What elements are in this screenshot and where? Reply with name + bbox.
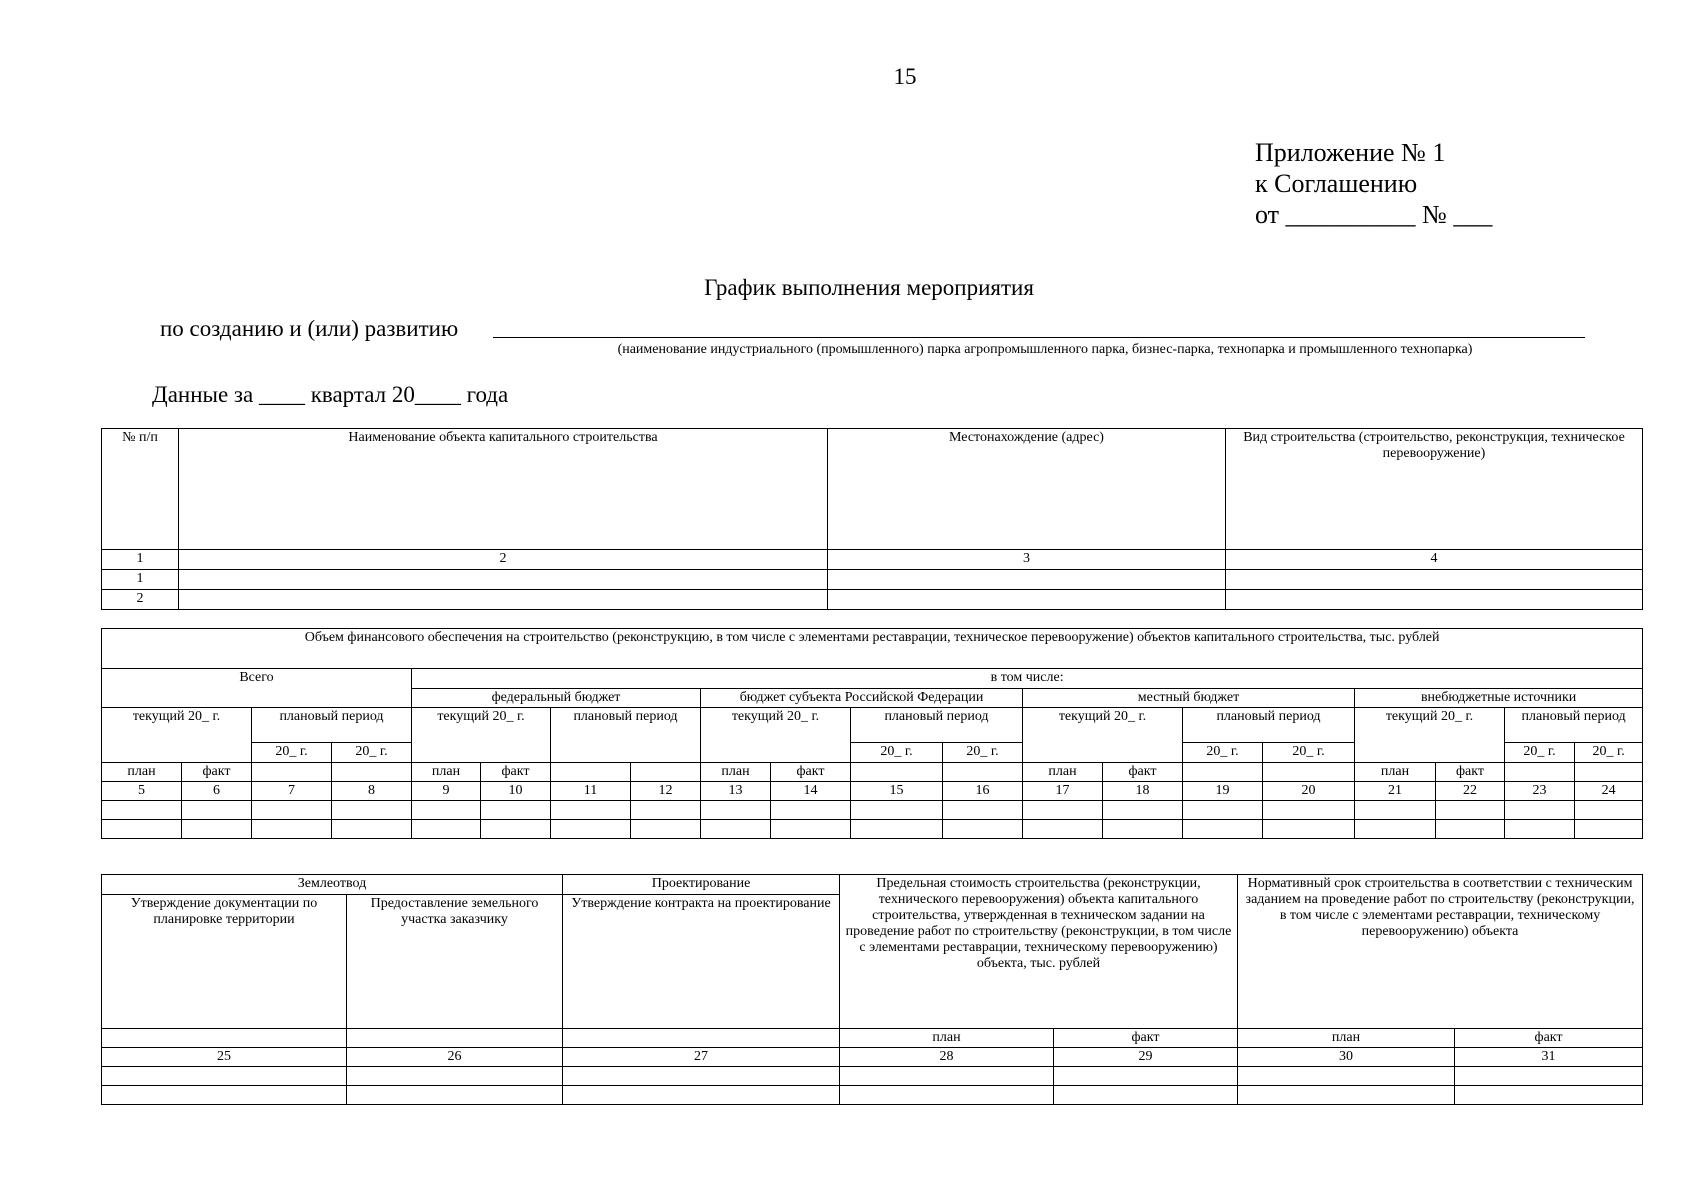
table-cell[interactable] <box>1355 820 1436 839</box>
design-header: Проектирование <box>563 875 840 895</box>
plan-header: план <box>412 763 481 782</box>
fact-header: факт <box>182 763 252 782</box>
schedule-title: График выполнения мероприятия <box>704 275 1034 300</box>
table-cell[interactable] <box>563 1086 840 1105</box>
table-cell[interactable] <box>1263 801 1355 820</box>
column-number: 3 <box>828 550 1226 570</box>
column-number: 6 <box>182 782 252 801</box>
federal-budget-header: федеральный бюджет <box>412 689 701 708</box>
table-cell[interactable] <box>102 820 182 839</box>
appendix-date-number: от __________ № ___ <box>1255 200 1493 229</box>
header-construction-type: Вид строительства (строительство, реконструкция, техническое перевооружение) <box>1226 429 1643 550</box>
fact-header: факт <box>1054 1029 1238 1048</box>
table-row <box>102 801 1643 820</box>
fact-header: факт <box>1103 763 1183 782</box>
blank-header <box>851 763 943 782</box>
column-number: 25 <box>102 1048 347 1067</box>
table-row <box>102 1067 1643 1086</box>
table-cell[interactable] <box>1226 590 1643 610</box>
subject-prefix: по созданию и (или) развитию <box>160 316 459 341</box>
table-cell[interactable] <box>771 801 851 820</box>
local-budget-header: местный бюджет <box>1023 689 1355 708</box>
doc-approval-header: Утверждение документации по планировке территории <box>102 895 347 1029</box>
blank-header <box>631 763 701 782</box>
plan-header: план <box>840 1029 1054 1048</box>
blank-header <box>347 1029 563 1048</box>
header-number: № п/п <box>102 429 179 550</box>
blank-header <box>102 1029 347 1048</box>
planned-period-header: плановый период <box>252 708 412 743</box>
header-object-name: Наименование объекта капитального строительства <box>179 429 828 550</box>
current-year-header: текущий 20_ г. <box>1023 708 1183 763</box>
table-cell[interactable] <box>631 820 701 839</box>
land-allotment-header: Землеотвод <box>102 875 563 895</box>
column-number: 26 <box>347 1048 563 1067</box>
objects-table <box>101 428 1643 610</box>
finance-plan-fact-row <box>102 763 1643 782</box>
land-column-numbers <box>102 1048 1643 1067</box>
planned-period-header: плановый период <box>551 708 701 763</box>
page-number: 15 <box>893 64 917 89</box>
column-number: 29 <box>1054 1048 1238 1067</box>
planned-period-header: плановый период <box>1505 708 1643 743</box>
finance-column-numbers <box>102 782 1643 801</box>
contract-approval-header: Утверждение контракта на проектирование <box>563 895 840 1029</box>
table-cell[interactable] <box>1023 820 1103 839</box>
column-number: 20 <box>1263 782 1355 801</box>
planned-period-header: плановый период <box>851 708 1023 743</box>
blank-header <box>252 763 332 782</box>
table-cell[interactable] <box>701 820 771 839</box>
column-number: 16 <box>943 782 1023 801</box>
table-cell[interactable] <box>1505 820 1575 839</box>
period-line: Данные за ____ квартал 20____ года <box>152 382 509 407</box>
row-number: 2 <box>102 590 179 610</box>
table-cell[interactable] <box>1103 820 1183 839</box>
total-header: Всего <box>102 669 412 708</box>
fact-header: факт <box>771 763 851 782</box>
table-row <box>102 1086 1643 1105</box>
row-number: 1 <box>102 570 179 590</box>
fact-header: факт <box>1436 763 1505 782</box>
table-cell[interactable] <box>347 1086 563 1105</box>
land-design-table <box>101 874 1643 1105</box>
land-provision-header: Предоставление земельного участка заказчику <box>347 895 563 1029</box>
table-cell[interactable] <box>179 590 828 610</box>
column-number: 19 <box>1183 782 1263 801</box>
column-number: 30 <box>1238 1048 1455 1067</box>
table-cell[interactable] <box>1023 801 1103 820</box>
max-cost-header: Предельная стоимость строительства (реконструкции, технического перевооружения) объекта капитального строительства, утвержденная в техническом задании на проведение работ по строительству (реконструкции, в том числе с элементами реставрации, техническому перевооружению) объекта, тыс. рублей <box>840 875 1238 1029</box>
year-header: 20_ г. <box>943 743 1023 763</box>
fact-header: факт <box>1455 1029 1643 1048</box>
fact-header: факт <box>481 763 551 782</box>
year-header: 20_ г. <box>1575 743 1643 763</box>
column-number: 14 <box>771 782 851 801</box>
table-cell[interactable] <box>102 1067 347 1086</box>
table-cell[interactable] <box>551 801 631 820</box>
current-year-header: текущий 20_ г. <box>102 708 252 763</box>
column-number: 7 <box>252 782 332 801</box>
year-header: 20_ г. <box>1183 743 1263 763</box>
table-cell[interactable] <box>481 801 551 820</box>
blank-header <box>943 763 1023 782</box>
table-cell[interactable] <box>828 570 1226 590</box>
column-number: 5 <box>102 782 182 801</box>
column-number: 10 <box>481 782 551 801</box>
table-cell[interactable] <box>851 801 943 820</box>
subject-line <box>160 316 458 342</box>
column-number: 21 <box>1355 782 1436 801</box>
table-cell[interactable] <box>701 801 771 820</box>
normative-term-header: Нормативный срок строительства в соответствии с техническим заданием на проведение работ по строительству (реконструкции, в том числе с элементами реставрации, техническому перевооружению) объекта <box>1238 875 1643 1029</box>
extrabudgetary-header: внебюджетные источники <box>1355 689 1643 708</box>
year-header: 20_ г. <box>1505 743 1575 763</box>
finance-table <box>101 628 1643 839</box>
plan-header: план <box>102 763 182 782</box>
land-group-row <box>102 875 1643 895</box>
table-cell[interactable] <box>182 801 252 820</box>
table-cell[interactable] <box>1238 1067 1455 1086</box>
column-number: 24 <box>1575 782 1643 801</box>
table-cell[interactable] <box>1455 1067 1643 1086</box>
table-cell[interactable] <box>332 820 412 839</box>
table-cell[interactable] <box>943 820 1023 839</box>
table-cell[interactable] <box>252 801 332 820</box>
finance-total-row <box>102 669 1643 689</box>
finance-title: Объем финансового обеспечения на строительство (реконструкцию, в том числе с элементами реставрации, техническое перевооружение) объектов капитального строительства, тыс. рублей <box>102 629 1643 669</box>
table-cell[interactable] <box>1238 1086 1455 1105</box>
table-cell[interactable] <box>840 1086 1054 1105</box>
blank-header <box>563 1029 840 1048</box>
column-number: 4 <box>1226 550 1643 570</box>
column-number: 27 <box>563 1048 840 1067</box>
column-number: 15 <box>851 782 943 801</box>
column-number: 1 <box>102 550 179 570</box>
subject-note: (наименование индустриального (промышленного) парка агропромышленного парка, бизнес-парка, технопарка и промышленного технопарка) <box>617 342 1473 357</box>
table-cell[interactable] <box>252 820 332 839</box>
table-cell[interactable] <box>412 820 481 839</box>
planned-period-header: плановый период <box>1183 708 1355 743</box>
blank-header <box>1263 763 1355 782</box>
table-row <box>102 570 1643 590</box>
table-cell[interactable] <box>943 801 1023 820</box>
table-cell[interactable] <box>347 1067 563 1086</box>
table-cell[interactable] <box>1183 801 1263 820</box>
table-cell[interactable] <box>1054 1086 1238 1105</box>
table-cell[interactable] <box>631 801 701 820</box>
table-cell[interactable] <box>1575 820 1643 839</box>
finance-period-row <box>102 708 1643 743</box>
column-number: 12 <box>631 782 701 801</box>
blank-header <box>332 763 412 782</box>
plan-header: план <box>1355 763 1436 782</box>
column-number: 28 <box>840 1048 1054 1067</box>
finance-title-row <box>102 629 1643 669</box>
regional-budget-header: бюджет субъекта Российской Федерации <box>701 689 1023 708</box>
appendix-title: Приложение № 1 <box>1255 138 1446 167</box>
current-year-header: текущий 20_ г. <box>412 708 551 763</box>
table-cell[interactable] <box>1505 801 1575 820</box>
objects-header-row <box>102 429 1643 550</box>
table-cell[interactable] <box>1436 801 1505 820</box>
including-header: в том числе: <box>412 669 1643 689</box>
appendix-agreement: к Соглашению <box>1255 169 1418 198</box>
column-number: 18 <box>1103 782 1183 801</box>
table-cell[interactable] <box>332 801 412 820</box>
plan-header: план <box>1238 1029 1455 1048</box>
land-plan-fact-row <box>102 1029 1643 1048</box>
table-cell[interactable] <box>412 801 481 820</box>
table-cell[interactable] <box>182 820 252 839</box>
table-cell[interactable] <box>1355 801 1436 820</box>
current-year-header: текущий 20_ г. <box>701 708 851 763</box>
column-number: 11 <box>551 782 631 801</box>
column-number: 9 <box>412 782 481 801</box>
year-header: 20_ г. <box>851 743 943 763</box>
table-cell[interactable] <box>1183 820 1263 839</box>
table-cell[interactable] <box>771 820 851 839</box>
table-cell[interactable] <box>102 1086 347 1105</box>
table-cell[interactable] <box>481 820 551 839</box>
blank-header <box>1183 763 1263 782</box>
year-header: 20_ г. <box>1263 743 1355 763</box>
current-year-header: текущий 20_ г. <box>1355 708 1505 763</box>
column-number: 8 <box>332 782 412 801</box>
blank-header <box>1505 763 1575 782</box>
table-cell[interactable] <box>1263 820 1355 839</box>
year-header: 20_ г. <box>332 743 412 763</box>
table-cell[interactable] <box>102 801 182 820</box>
column-number: 23 <box>1505 782 1575 801</box>
table-cell[interactable] <box>840 1067 1054 1086</box>
plan-header: план <box>1023 763 1103 782</box>
table-cell[interactable] <box>1226 570 1643 590</box>
column-number: 22 <box>1436 782 1505 801</box>
column-number: 17 <box>1023 782 1103 801</box>
subject-fill-line[interactable] <box>493 337 1585 338</box>
table-cell[interactable] <box>828 590 1226 610</box>
table-row <box>102 590 1643 610</box>
table-cell[interactable] <box>851 820 943 839</box>
table-cell[interactable] <box>1103 801 1183 820</box>
table-cell[interactable] <box>1575 801 1643 820</box>
table-cell[interactable] <box>1054 1067 1238 1086</box>
objects-column-numbers <box>102 550 1643 570</box>
appendix-block <box>1255 137 1492 230</box>
blank-header <box>551 763 631 782</box>
header-location: Местонахождение (адрес) <box>828 429 1226 550</box>
column-number: 31 <box>1455 1048 1643 1067</box>
column-number: 2 <box>179 550 828 570</box>
column-number: 13 <box>701 782 771 801</box>
year-header: 20_ г. <box>252 743 332 763</box>
plan-header: план <box>701 763 771 782</box>
table-cell[interactable] <box>179 570 828 590</box>
table-cell[interactable] <box>563 1067 840 1086</box>
table-cell[interactable] <box>1455 1086 1643 1105</box>
table-cell[interactable] <box>551 820 631 839</box>
table-cell[interactable] <box>1436 820 1505 839</box>
blank-header <box>1575 763 1643 782</box>
table-row <box>102 820 1643 839</box>
